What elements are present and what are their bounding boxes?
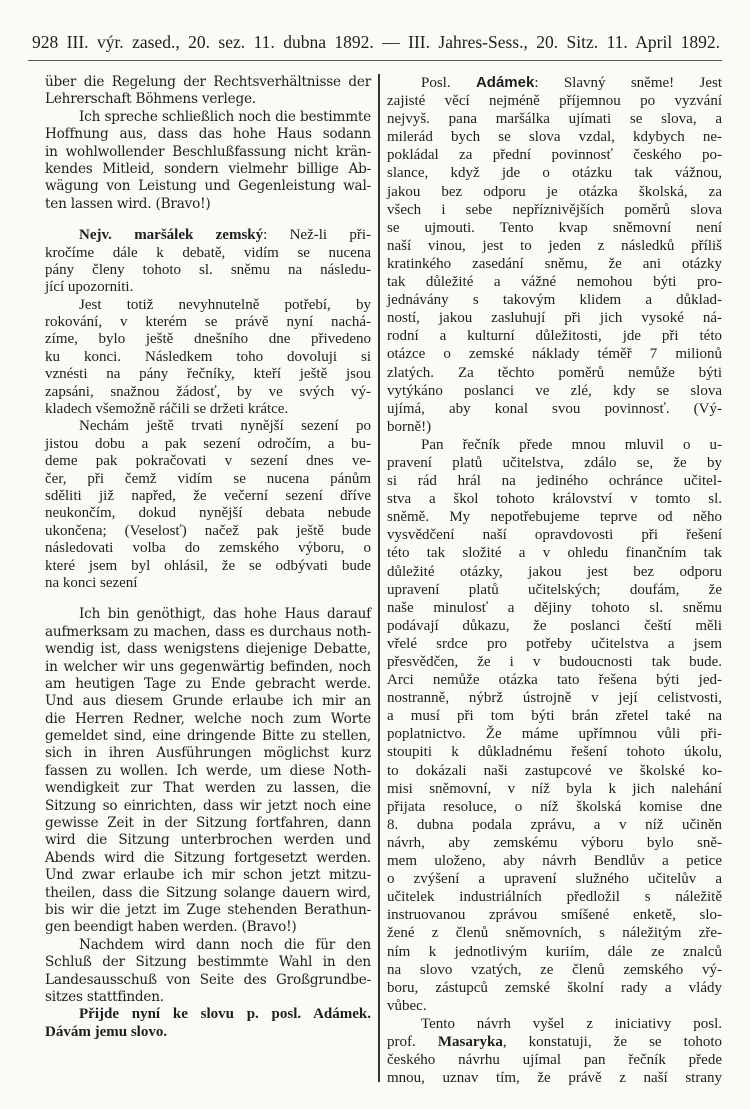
text-line: o zvýšení a upravení služného učitelův a <box>387 871 722 888</box>
text-line: Ich spreche schließlich noch die bestimmte <box>79 108 371 125</box>
text-line: ujímá, aby konal svou povinnosť. (Vý- <box>387 400 722 417</box>
text-line: slance, když jde o otázku tak vážnou, <box>387 165 722 182</box>
speaker-name: Masaryka <box>437 1033 503 1050</box>
text-line: se ujmouti. Tento kvap sněmovní není <box>387 219 722 236</box>
text-line: wendig ist, dass wenigstens diejenige Debatte, <box>45 641 371 658</box>
text-line: Nachdem wird dann noch die für den <box>79 936 371 953</box>
text-line: jednávány s takovým klidem a důklad- <box>387 292 722 309</box>
text-line: über die Regelung der Rechtsverhältnisse der <box>45 74 371 90</box>
text-line <box>45 227 371 244</box>
text-line: sitzes stattfinden. <box>45 988 164 1005</box>
text-line: ten lassen wird. (Bravo!) <box>45 195 211 212</box>
column-divider <box>378 74 380 1082</box>
text-line: to dokázali naši zastupcové ve školské ko- <box>387 762 722 779</box>
text-line: naše minulosť a dějiny tohoto sl. sněmu <box>387 599 722 616</box>
text-line: zapsáni, snažnou žádosť, by ve svých vý- <box>45 383 371 400</box>
text-line: Sitzung so einrichten, dass wir jetzt noch eine <box>45 797 371 814</box>
paragraph <box>387 74 722 436</box>
text-line: milerád bych se slova vzdal, kdybych ne- <box>387 129 722 146</box>
text-line: a musí při tom býti brán zřetel také na <box>387 708 722 725</box>
text-line: wägung von Leistung und Gegenleistung wal- <box>45 178 371 195</box>
text-line: Jest totiž nevyhnutelně potřebí, by <box>79 296 371 313</box>
text-line: které jsem byl ohlásil, že se odbývati bude <box>45 557 371 574</box>
text-line: mem uloženo, aby návrh Bendlův a petice <box>387 853 722 870</box>
text-line: podávají důkazu, že poslanci čeští měli <box>387 617 722 634</box>
text-line: Arci nemůže otázka tato řešena býti jed- <box>387 672 722 689</box>
text-line <box>387 74 722 92</box>
text-line: ukončena; (Veselosť) načež pak ještě bude <box>45 522 371 539</box>
paragraph <box>45 1006 371 1041</box>
text-line: theilen, dass die Sitzung solange dauern wird, <box>45 884 371 901</box>
text-segment: : Slavný sněme! Jest <box>534 75 722 91</box>
text-line: Und aus diesem Grunde erlaube ich mir an <box>45 693 371 710</box>
text-line: pravení platů učitelstva, zdálo se, že by <box>387 454 722 471</box>
text-line: mnou, uznav tím, že právě z naší strany <box>387 1070 722 1087</box>
text-line: si rád hrál na jediného ochránce učitel- <box>387 473 722 490</box>
text-line: aufmerksam zu machen, dass es durchaus noth- <box>45 623 371 640</box>
text-line: gen beendigt haben werden. (Bravo!) <box>45 919 297 936</box>
paragraph <box>45 297 371 419</box>
text-line: Nechám ještě trvati nynější sezení po <box>79 418 371 435</box>
paragraph <box>45 937 371 1007</box>
text-line: rokování, v kterém se právě nyní nachá- <box>45 314 371 331</box>
text-line: neukončím, dokud nynější debata nebude <box>45 505 371 522</box>
text-line: čer, při čemž vidím se nucena pánům <box>45 470 371 487</box>
text-line: otázce o zemské náklady téměř 7 milionů <box>387 346 722 363</box>
text-line: am heutigen Tage zu Ende gebracht werde. <box>45 675 371 692</box>
text-segment: prof. <box>387 1033 438 1050</box>
text-line: stva a škol tohoto království v tomto sl. <box>387 491 722 508</box>
text-line: in welcher wir uns gegenwärtig befinden, noch <box>45 658 371 675</box>
right-column <box>387 74 722 1087</box>
text-line: vysvědčení naší opravdovosti při řešení <box>387 527 722 544</box>
text-segment: Posl. <box>421 75 476 91</box>
text-line: důležité otázky, jakou jest bez odporu <box>387 563 722 580</box>
speaker-name: Adámek <box>475 74 535 91</box>
text-line: Schluß der Sitzung bestimmte Wahl in den <box>45 954 371 971</box>
text-line: fassen zu wollen. Ich werde, um diese Noth- <box>45 762 371 779</box>
text-line: českého návrhu ujímal pan řečník přede <box>387 1052 722 1069</box>
text-line: ku konci. Následkem toho dovoluji si <box>45 348 371 365</box>
text-line: této tak složité a v ohledu finančním tak <box>387 545 722 562</box>
text-line: boru, zástupců zemské školní rady a vlády <box>387 979 722 996</box>
text-line: nostranně, nýbrž ústrojně v její celistvosti, <box>387 690 722 707</box>
text-line: Tento návrh vyšel z iniciativy posl. <box>421 1015 722 1032</box>
text-line: přijata resoluce, o níž školská komise dne <box>387 798 722 815</box>
text-line: ním k jednotlivým kuriím, dále ze znalců <box>387 943 722 960</box>
text-line: ností, jakou zasluhují při jich vysoké ná- <box>387 310 722 327</box>
paragraph <box>45 227 371 297</box>
text-line: Landesausschuß von Seite des Großgrundbe- <box>45 971 371 988</box>
text-line: zíme, bylo ještě dnešního dne přivedeno <box>45 331 371 348</box>
text-line <box>387 1033 722 1051</box>
text-line: kročíme dále k debatě, vidím se nucena <box>45 244 371 261</box>
text-line: na konci sezení <box>45 574 138 591</box>
text-line: wendigkeit zur That werden zu lassen, die <box>45 780 371 797</box>
text-line: návrh, aby zemskému výboru bylo sně- <box>387 834 722 851</box>
text-line: Hoffnung aus, dass das hohe Haus sodann <box>45 126 371 143</box>
text-line: gewisse Zeit in der Sitzung fortfahren, dann <box>45 815 371 832</box>
left-column <box>45 74 371 1041</box>
text-line: in wohlwollender Beschlußfassung nicht krän- <box>45 143 371 160</box>
text-segment: , konstatuji, že se tohoto <box>502 1033 722 1050</box>
text-line: Přijde nyní ke slovu p. posl. Adámek. <box>79 1006 371 1023</box>
text-line: následovati volba do zemského výboru, o <box>45 540 371 557</box>
text-line: stoupiti k důkladnému řešení tohoto úkolu, <box>387 744 722 761</box>
text-line: sich in ihren Ausführungen möglichst kurz <box>45 745 371 762</box>
text-line: učitelek industriálních předložil s náležitě <box>387 889 722 906</box>
text-line: přesvědčen, že i v budoucnosti tak bude. <box>387 654 722 670</box>
paragraph <box>387 436 722 1015</box>
text-line: tak důležité a vážné nemohou býti pro- <box>387 274 722 291</box>
text-line: borně!) <box>387 418 432 435</box>
text-line: naší vinou, jest to jeden z následků příliš <box>387 237 722 254</box>
paragraph <box>45 74 371 109</box>
text-line: Dávám jemu slovo. <box>45 1023 168 1040</box>
text-line: kratinkého zasedání sněmu, že ani otázky <box>387 255 722 272</box>
speaker-name: Nejv. maršálek zemský <box>79 227 264 244</box>
text-line: wird die Sitzung unterbrochen werden und <box>45 832 371 849</box>
text-line: deme pak pokračovati v sezení dnes ve- <box>45 453 371 470</box>
text-line: die Herren Redner, welche noch zum Worte <box>45 710 371 727</box>
text-segment: : Než-li při- <box>263 227 371 244</box>
text-line: sněmě. My nepotřebujeme teprve od něho <box>387 509 722 526</box>
text-line: gemeldet sind, eine dringende Bitte zu stellen, <box>45 728 371 745</box>
text-line: sděliti již napřed, že večerní sezení dříve <box>45 487 371 504</box>
text-line: jistou dobu a pak sezení odročím, a bu- <box>45 435 371 452</box>
header-rule <box>28 60 722 61</box>
running-header: 928 III. výr. zased., 20. sez. 11. dubna 1892. — III. Jahres-Sess., 20. Sitz. 11. April 1892. <box>32 32 720 52</box>
paragraph <box>45 418 371 592</box>
text-line: nejvyš. pana maršálka ujímati se slova, a <box>387 111 722 128</box>
paragraph <box>45 606 371 936</box>
text-line: 8. dubna podala zprávu, a v níž učiněn <box>387 816 722 833</box>
text-line: poplatnictvo. Že máme upřímnou vůli při- <box>387 726 722 743</box>
text-line: instruovanou zprávou smíšené enketě, slo- <box>387 907 722 924</box>
text-line: bis wir die jetzt im Zuge stehenden Berathun- <box>45 901 371 918</box>
text-line: jakou bez odporu je otázka školská, za <box>387 183 722 200</box>
paragraph <box>45 109 371 213</box>
text-line: žené z členů sněmovních, s náležitým zře- <box>387 925 722 942</box>
paragraph <box>387 1015 722 1087</box>
text-line: Ich bin genöthigt, das hohe Haus darauf <box>79 606 371 623</box>
text-line: upravení platů učitelských; doufám, že <box>387 581 722 598</box>
text-line: kendes Mitleid, sondern vielmehr billige Ab- <box>45 160 371 177</box>
text-line: Pan řečník přede mnou mluvil o u- <box>421 436 722 453</box>
text-line: vznésti na pány řečníky, kteří ještě jsou <box>45 366 371 383</box>
text-line: vřelé srdce pro potřeby učitelstva a jsem <box>387 635 722 652</box>
text-line: rodní a kulturní důležitosti, jde při této <box>387 328 722 345</box>
text-line: misi sněmovní, v níž byla k jich nalehání <box>387 780 722 797</box>
text-line: všech i sebe nepříznivějších poměrů slova <box>387 201 722 218</box>
text-line: Abends wird die Sitzung fortgesetzt werden. <box>45 849 371 866</box>
text-line: pokládal za přední povinnosť českého po- <box>387 147 722 164</box>
text-line: vytýkáno poslanci ve zlé, kdy se slova <box>387 382 722 399</box>
text-line: kladech všemožně ráčili se držeti krátce. <box>45 401 289 418</box>
text-line: pány členy tohoto sl. sněmu na následu- <box>45 261 371 278</box>
text-line: jící upozorniti. <box>45 279 134 296</box>
text-line: na slovo vzatých, ze členů zemského vý- <box>387 961 722 978</box>
text-line: zlatých. Za těchto poměrů nemůže býti <box>387 364 722 381</box>
text-line: vůbec. <box>387 997 427 1014</box>
text-line: zajisté věcí nejméně příjemnou po vyzvání <box>387 93 722 110</box>
text-line: Lehrerschaft Böhmens verlege. <box>45 91 256 108</box>
text-line: Und zwar erlaube ich mir schon jetzt mitzu- <box>45 867 371 884</box>
